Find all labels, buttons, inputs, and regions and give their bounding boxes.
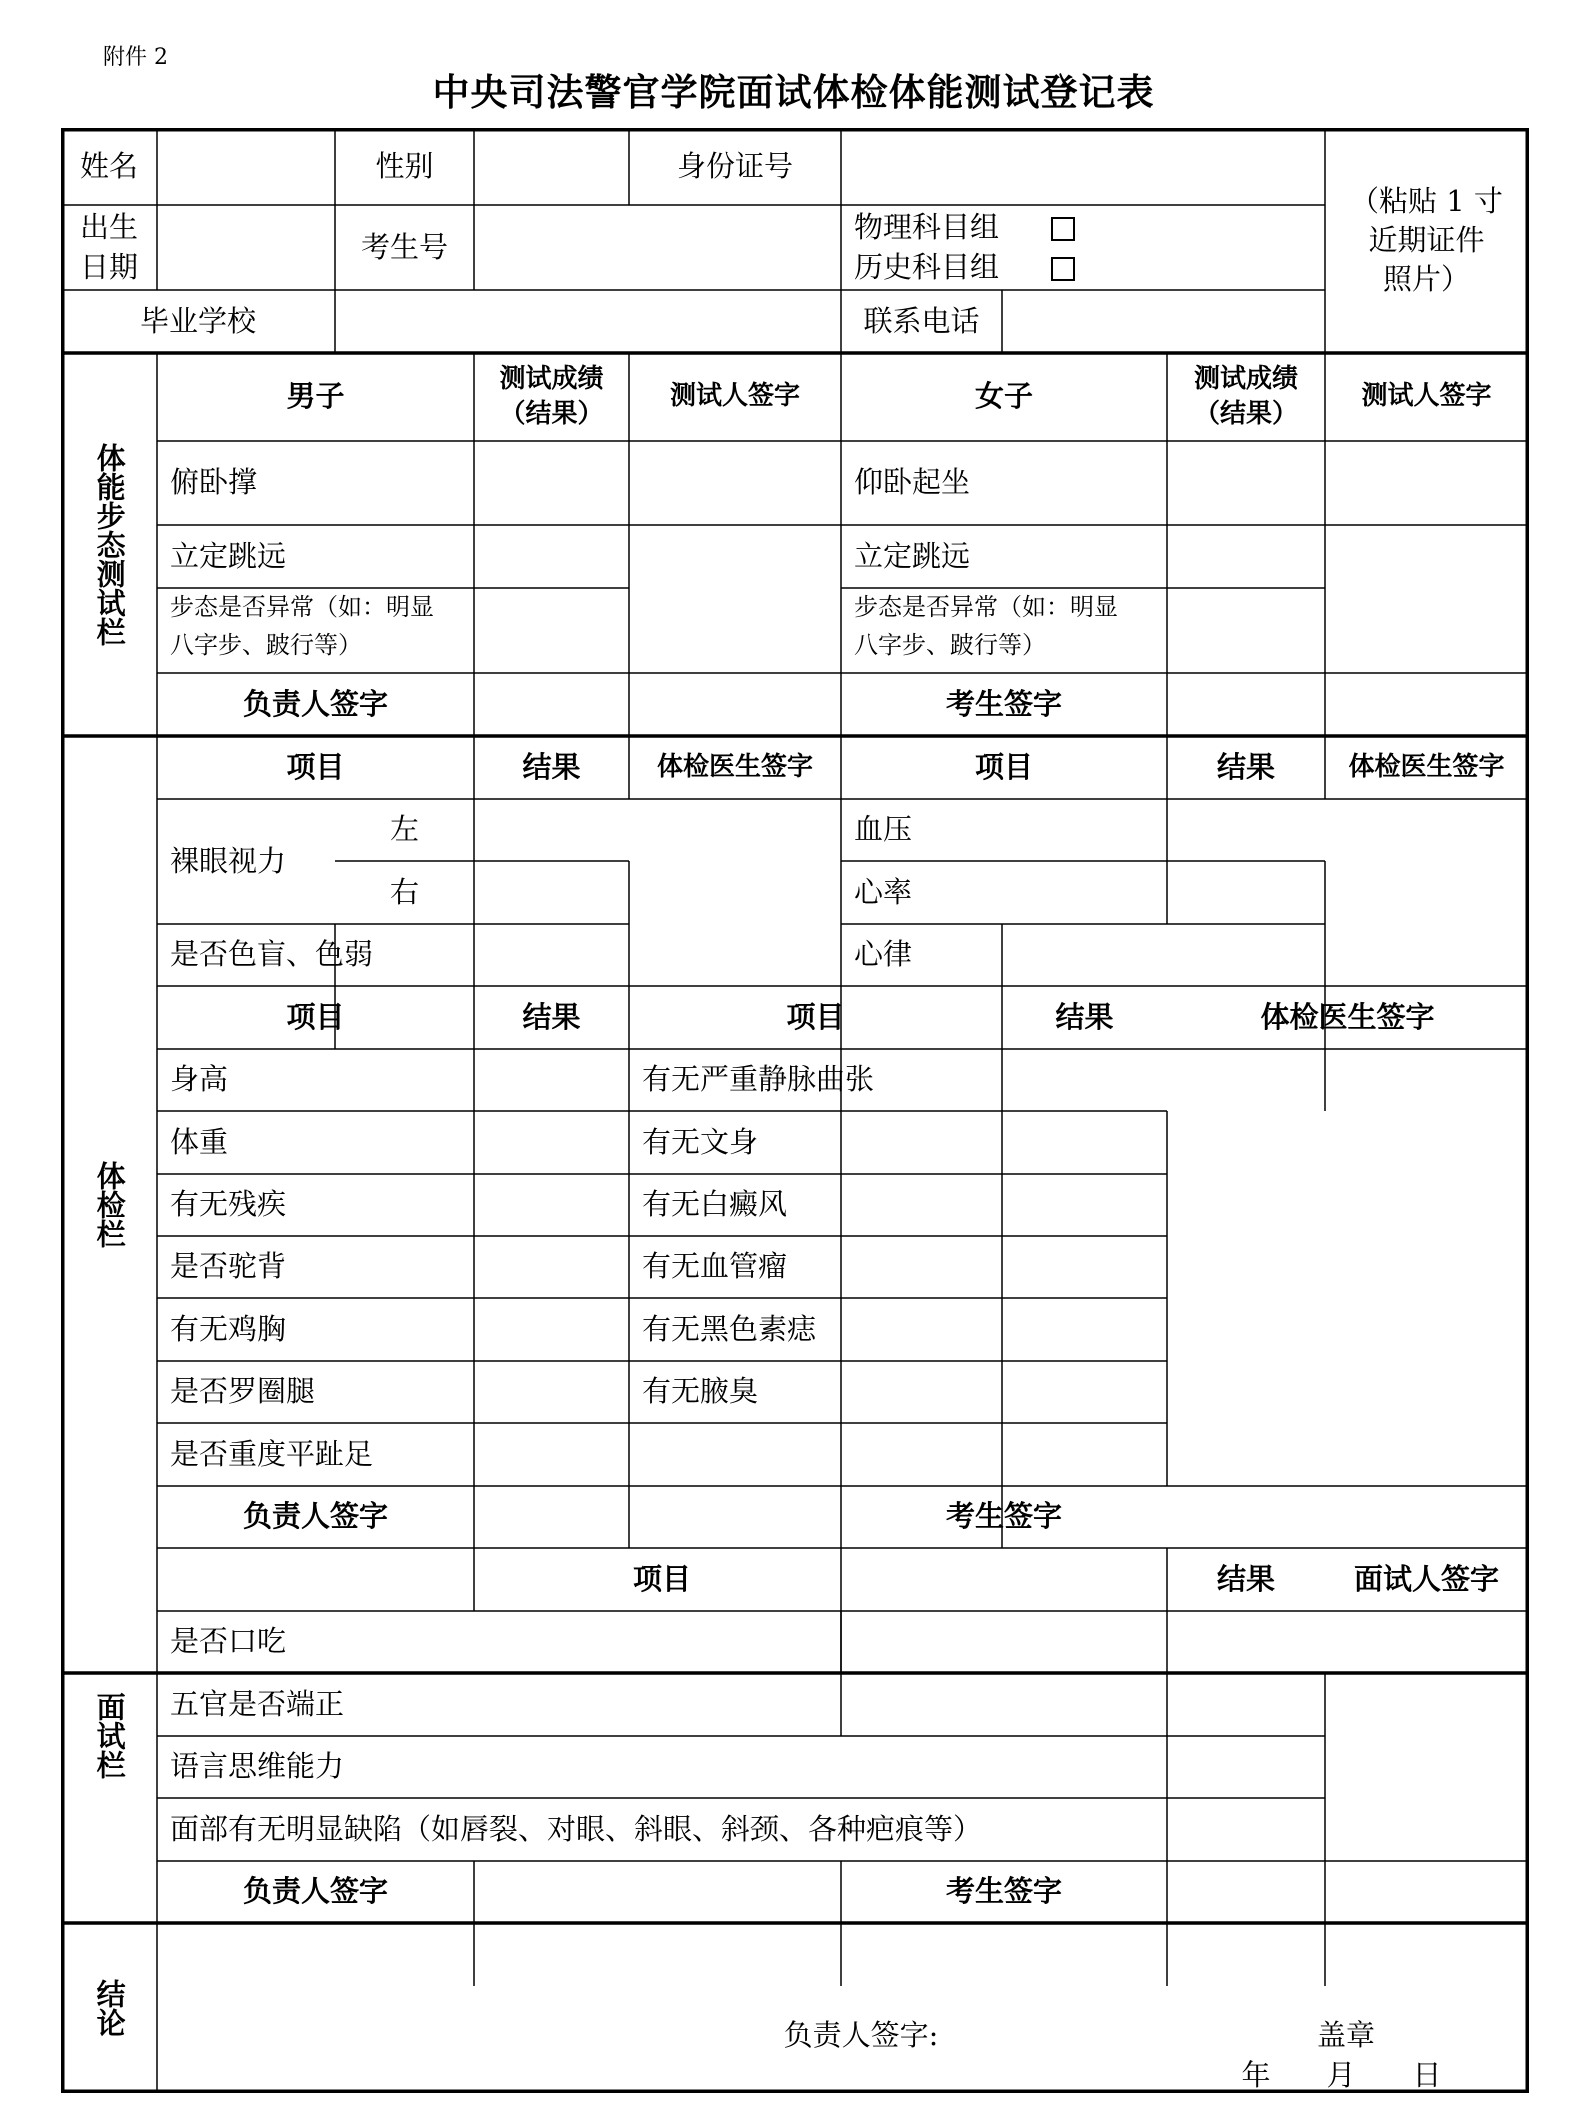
physical-item-header-2b: 项目 xyxy=(786,999,845,1034)
stamp-label: 盖章 xyxy=(1316,2018,1375,2053)
name-label: 姓名 xyxy=(79,148,138,183)
page-title: 中央司法警官学院面试体检体能测试登记表 xyxy=(432,70,1155,114)
conclusion-responsible-sign: 负责人签字: xyxy=(783,2018,939,2053)
list-item: 有无严重静脉曲张 xyxy=(642,1062,875,1097)
physical-item-header-2a: 项目 xyxy=(286,999,345,1034)
physical-result-header-left: 结果 xyxy=(522,749,581,784)
list-item: 有无残疾 xyxy=(170,1187,287,1222)
male-tester-sign-header: 测试人签字 xyxy=(669,381,800,412)
male-long-jump-label: 立定跳远 xyxy=(170,538,287,573)
pushup-label: 俯卧撑 xyxy=(170,465,258,500)
male-gait-label xyxy=(157,588,474,673)
physical-item-header-right: 项目 xyxy=(974,749,1033,784)
conclusion-section-label: 结论 xyxy=(92,1979,127,2037)
birth-label-line1: 出生 xyxy=(79,210,138,245)
history-group-option[interactable] xyxy=(854,248,1075,287)
heart-rhythm-label: 心律 xyxy=(854,937,913,972)
phone-label: 联系电话 xyxy=(863,303,980,338)
birth-label-line2: 日期 xyxy=(79,249,138,284)
physical-responsible-sign-field[interactable] xyxy=(474,1486,841,1548)
list-item: 有无鸡胸 xyxy=(170,1311,287,1346)
fitness-candidate-sign-field[interactable] xyxy=(1167,673,1528,736)
fitness-responsible-sign-field[interactable] xyxy=(474,673,841,736)
interview-result-header: 结果 xyxy=(1216,1561,1275,1596)
photo-text-line3: 照片） xyxy=(1382,262,1470,297)
female-score-header xyxy=(1167,353,1325,441)
color-blind-label: 是否色盲、色弱 xyxy=(170,937,374,972)
physical-section-label: 体检栏 xyxy=(92,1161,127,1248)
interview-item-header: 项目 xyxy=(632,1561,691,1596)
physics-checkbox[interactable] xyxy=(1051,217,1075,241)
list-item: 有无白癜风 xyxy=(642,1187,788,1222)
physical-candidate-sign-label: 考生签字 xyxy=(945,1499,1062,1534)
list-item: 是否重度平趾足 xyxy=(170,1436,374,1471)
male-gait-line2: 八字步、跛行等） xyxy=(170,631,362,660)
photo-area[interactable] xyxy=(1325,128,1528,353)
day-label: 日 xyxy=(1412,2058,1442,2093)
situp-label: 仰卧起坐 xyxy=(854,465,971,500)
school-label: 毕业学校 xyxy=(139,303,256,338)
female-gait-label xyxy=(841,588,1167,673)
list-item: 身高 xyxy=(170,1062,229,1097)
score-header-line2: （结果） xyxy=(1193,399,1298,429)
exam-number-label: 考生号 xyxy=(360,229,448,264)
history-group-label: 历史科目组 xyxy=(854,249,1000,284)
year-label: 年 xyxy=(1241,2058,1271,2093)
doctor-sign-header-left: 体检医生签字 xyxy=(656,751,813,782)
registration-form-table xyxy=(61,128,1529,2093)
list-item: 是否驼背 xyxy=(170,1249,287,1284)
phone-field[interactable] xyxy=(1002,290,1325,353)
history-checkbox[interactable] xyxy=(1051,257,1075,281)
male-score-header xyxy=(474,353,629,441)
id-number-field[interactable] xyxy=(841,128,1325,205)
physical-result-header-right: 结果 xyxy=(1216,749,1275,784)
physical-candidate-sign-field[interactable] xyxy=(1167,1486,1528,1548)
interview-candidate-sign-field[interactable] xyxy=(1167,1861,1528,1923)
list-item: 有无黑色素痣 xyxy=(642,1311,817,1346)
female-tester-sign-header: 测试人签字 xyxy=(1361,381,1492,412)
name-field[interactable] xyxy=(157,128,335,205)
list-item: 是否口吃 xyxy=(170,1624,287,1659)
interview-section-label: 面试栏 xyxy=(92,1692,127,1779)
photo-text-line1: （粘贴 1 寸 xyxy=(1350,183,1503,218)
female-gait-line1: 步态是否异常（如：明显 xyxy=(854,593,1118,621)
physical-responsible-sign-label: 负责人签字 xyxy=(242,1499,388,1534)
id-number-label: 身份证号 xyxy=(676,148,793,183)
interview-responsible-sign-field[interactable] xyxy=(474,1861,841,1923)
male-gait-line1: 步态是否异常（如：明显 xyxy=(170,593,434,621)
birth-date-field[interactable] xyxy=(157,205,335,290)
fitness-section-label: 体能步态测试栏 xyxy=(92,443,127,646)
physical-result-header-2b: 结果 xyxy=(1055,999,1114,1034)
list-item: 有无腋臭 xyxy=(642,1374,759,1409)
female-gait-line2: 八字步、跛行等） xyxy=(854,631,1046,660)
list-item: 面部有无明显缺陷（如唇裂、对眼、斜眼、斜颈、各种疤痕等） xyxy=(170,1811,983,1846)
female-long-jump-label: 立定跳远 xyxy=(854,538,971,573)
physics-group-label: 物理科目组 xyxy=(854,210,1000,245)
list-item: 有无文身 xyxy=(642,1124,759,1159)
subject-group-options xyxy=(841,205,1325,290)
blood-pressure-label: 血压 xyxy=(854,812,913,847)
physics-group-option[interactable] xyxy=(854,208,1075,247)
exam-number-field[interactable] xyxy=(474,205,841,290)
list-item: 五官是否端正 xyxy=(170,1686,345,1721)
fitness-candidate-sign-label: 考生签字 xyxy=(945,686,1062,721)
doctor-sign-header-right: 体检医生签字 xyxy=(1348,751,1505,782)
fitness-responsible-sign-label: 负责人签字 xyxy=(242,686,388,721)
gender-field[interactable] xyxy=(474,128,629,205)
female-header: 女子 xyxy=(974,379,1033,414)
physical-item-header-left: 项目 xyxy=(286,749,345,784)
doctor-sign-header-2: 体检医生签字 xyxy=(1260,999,1435,1034)
score-header-line1: 测试成绩 xyxy=(1193,363,1298,394)
attachment-label: 附件 2 xyxy=(103,45,168,70)
score-header-line1: 测试成绩 xyxy=(499,363,604,394)
score-header-line2: （结果） xyxy=(499,399,604,429)
list-item: 体重 xyxy=(170,1124,229,1159)
interview-responsible-sign-label: 负责人签字 xyxy=(242,1874,388,1909)
interviewer-sign-header: 面试人签字 xyxy=(1353,1561,1499,1596)
male-header: 男子 xyxy=(286,379,345,414)
birth-date-label xyxy=(61,205,157,290)
heart-rate-label: 心率 xyxy=(854,874,913,909)
vision-right-label: 右 xyxy=(389,874,419,909)
gender-label: 性别 xyxy=(375,148,434,183)
interview-candidate-sign-label: 考生签字 xyxy=(945,1874,1062,1909)
list-item: 是否罗圈腿 xyxy=(170,1374,316,1409)
school-field[interactable] xyxy=(335,290,841,353)
physical-result-header-2a: 结果 xyxy=(522,999,581,1034)
month-label: 月 xyxy=(1326,2058,1356,2093)
list-item: 有无血管瘤 xyxy=(642,1249,788,1284)
naked-vision-label: 裸眼视力 xyxy=(170,843,287,878)
list-item: 语言思维能力 xyxy=(170,1749,345,1784)
photo-text-line2: 近期证件 xyxy=(1368,222,1485,257)
vision-left-label: 左 xyxy=(389,812,419,847)
